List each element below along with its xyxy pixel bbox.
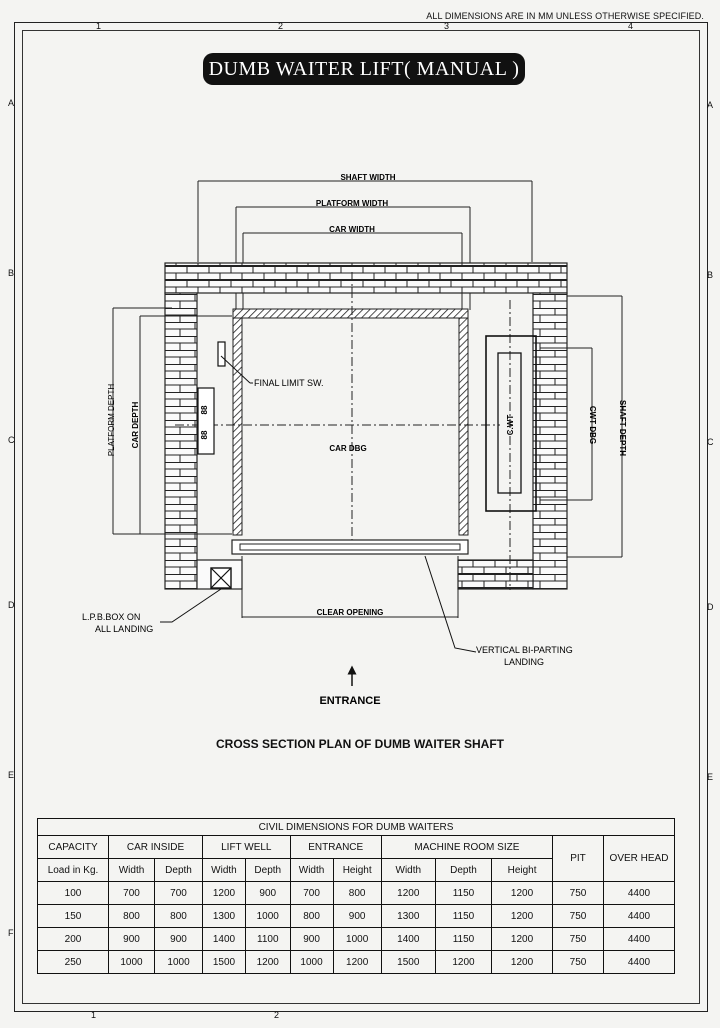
table-cell: 1000	[155, 951, 203, 974]
table-row	[38, 928, 675, 951]
vertical-biparting-label-line1: VERTICAL BI-PARTING	[476, 645, 573, 655]
table-row	[38, 951, 675, 974]
final-limit-switch	[218, 342, 225, 366]
table-cell: 1400	[203, 928, 246, 951]
table-cell: 800	[109, 905, 155, 928]
grid-col-bottom-2: 2	[274, 1010, 280, 1020]
grid-col-2: 2	[278, 21, 284, 31]
table-cell: 700	[155, 882, 203, 905]
table-cell: 150	[38, 905, 109, 928]
table-cell: 900	[333, 905, 381, 928]
table-title: CIVIL DIMENSIONS FOR DUMB WAITERS	[38, 819, 675, 836]
right-brick-wall	[533, 293, 567, 589]
shaft-depth-label: SHAFT DEPTH	[618, 400, 627, 456]
lpb-box-label-line1: L.P.B.BOX ON	[82, 612, 141, 622]
civil-dimensions-table	[37, 818, 675, 974]
header-machine-room: MACHINE ROOM SIZE	[381, 836, 552, 859]
table-row	[38, 905, 675, 928]
grid-row-d-right: D	[707, 602, 714, 612]
shaft-width-label: SHAFT WIDTH	[340, 173, 396, 182]
table-cell: 750	[553, 905, 604, 928]
table-cell: 900	[245, 882, 290, 905]
grid-col-3: 3	[444, 21, 450, 31]
grid-row-e-right: E	[707, 772, 714, 782]
table-cell: 100	[38, 882, 109, 905]
grid-row-b-left: B	[8, 268, 15, 278]
subheader-well-width: Width	[203, 859, 246, 882]
table-cell: 1000	[109, 951, 155, 974]
dimension-note: ALL DIMENSIONS ARE IN MM UNLESS OTHERWISE SPECIFIED.	[426, 11, 704, 21]
table-cell: 1200	[492, 905, 553, 928]
subheader-mr-depth: Depth	[435, 859, 491, 882]
table-cell: 1200	[381, 882, 435, 905]
header-capacity: CAPACITY	[38, 836, 109, 859]
subheader-mr-height: Height	[492, 859, 553, 882]
table-cell: 1200	[492, 951, 553, 974]
grid-row-d-left: D	[8, 600, 15, 610]
table-cell: 1150	[435, 882, 491, 905]
car-depth-label: CAR DEPTH	[131, 401, 140, 449]
table-cell: 800	[333, 882, 381, 905]
table-cell: 750	[553, 882, 604, 905]
section-title: CROSS SECTION PLAN OF DUMB WAITER SHAFT	[216, 737, 504, 751]
table-cell: 1150	[435, 905, 491, 928]
table-cell: 1200	[203, 882, 246, 905]
table-cell: 700	[109, 882, 155, 905]
cwt-dbg-label: CWT DBG	[588, 405, 597, 445]
grid-col-bottom-1: 1	[91, 1010, 97, 1020]
table-cell: 1000	[245, 905, 290, 928]
table-cell: 250	[38, 951, 109, 974]
subheader-car-width: Width	[109, 859, 155, 882]
car-dbg-label: CAR DBG	[329, 444, 367, 453]
table-row	[38, 882, 675, 905]
subheader-well-depth: Depth	[245, 859, 290, 882]
header-car-inside: CAR INSIDE	[109, 836, 203, 859]
table-cell: 1200	[435, 951, 491, 974]
lpb-box-label-line2: ALL LANDING	[95, 624, 154, 634]
grid-row-a-right: A	[707, 100, 714, 110]
table-cell: 900	[155, 928, 203, 951]
subheader-entrance-width: Width	[290, 859, 333, 882]
grid-col-4: 4	[628, 21, 634, 31]
car-right-wall	[459, 318, 468, 535]
subheader-car-depth: Depth	[155, 859, 203, 882]
table-cell: 4400	[604, 882, 675, 905]
grid-row-e-left: E	[8, 770, 15, 780]
table-cell: 200	[38, 928, 109, 951]
clear-opening-label: CLEAR OPENING	[316, 608, 384, 617]
table-cell: 4400	[604, 928, 675, 951]
front-right-brick-wall	[458, 560, 533, 589]
table-cell: 1000	[333, 928, 381, 951]
table-cell: 800	[155, 905, 203, 928]
table-cell: 750	[553, 951, 604, 974]
table-cell: 700	[290, 882, 333, 905]
subheader-load: Load in Kg.	[38, 859, 109, 882]
grid-row-a-left: A	[8, 98, 15, 108]
header-overhead: OVER HEAD	[604, 836, 675, 882]
grid-row-c-left: C	[8, 435, 15, 445]
table-cell: 4400	[604, 905, 675, 928]
entrance-label: ENTRANCE	[319, 695, 381, 707]
header-pit: PIT	[553, 836, 604, 882]
table-cell: 1200	[492, 882, 553, 905]
subheader-entrance-height: Height	[333, 859, 381, 882]
grid-row-c-right: C	[707, 437, 714, 447]
left-brick-wall	[165, 293, 197, 589]
table-cell: 1300	[381, 905, 435, 928]
car-width-label: CAR WIDTH	[329, 225, 375, 234]
grid-col-1: 1	[96, 21, 102, 31]
table-cell: 1300	[203, 905, 246, 928]
table-cell: 1500	[203, 951, 246, 974]
vertical-biparting-label-line2: LANDING	[504, 657, 545, 667]
header-entrance: ENTRANCE	[290, 836, 381, 859]
table-cell: 900	[109, 928, 155, 951]
table-cell: 1500	[381, 951, 435, 974]
table-cell: 1000	[290, 951, 333, 974]
push-button-panel	[198, 388, 214, 454]
table-cell: 1200	[245, 951, 290, 974]
final-limit-label: FINAL LIMIT SW.	[254, 378, 324, 388]
header-lift-well: LIFT WELL	[203, 836, 291, 859]
drawing-title: DUMB WAITER LIFT( MANUAL )	[205, 55, 523, 83]
button-label-2: 88	[200, 430, 209, 440]
table-cell: 4400	[604, 951, 675, 974]
grid-row-f-left: F	[8, 928, 14, 938]
grid-row-b-right: B	[707, 270, 714, 280]
car-rear-wall	[233, 309, 468, 318]
car-left-wall	[233, 318, 242, 535]
table-cell: 1200	[333, 951, 381, 974]
cwt-label: C.WT	[506, 414, 515, 436]
platform-width-label: PLATFORM WIDTH	[315, 199, 389, 208]
table-cell: 900	[290, 928, 333, 951]
table-cell: 1100	[245, 928, 290, 951]
table-cell: 750	[553, 928, 604, 951]
button-label-1: 88	[200, 405, 209, 415]
table-body	[38, 882, 675, 974]
subheader-mr-width: Width	[381, 859, 435, 882]
top-brick-wall	[165, 263, 567, 293]
table-cell: 1200	[492, 928, 553, 951]
table-cell: 1400	[381, 928, 435, 951]
table-cell: 1150	[435, 928, 491, 951]
table-cell: 800	[290, 905, 333, 928]
platform-depth-label: PLATFORM DEPTH	[107, 383, 116, 457]
